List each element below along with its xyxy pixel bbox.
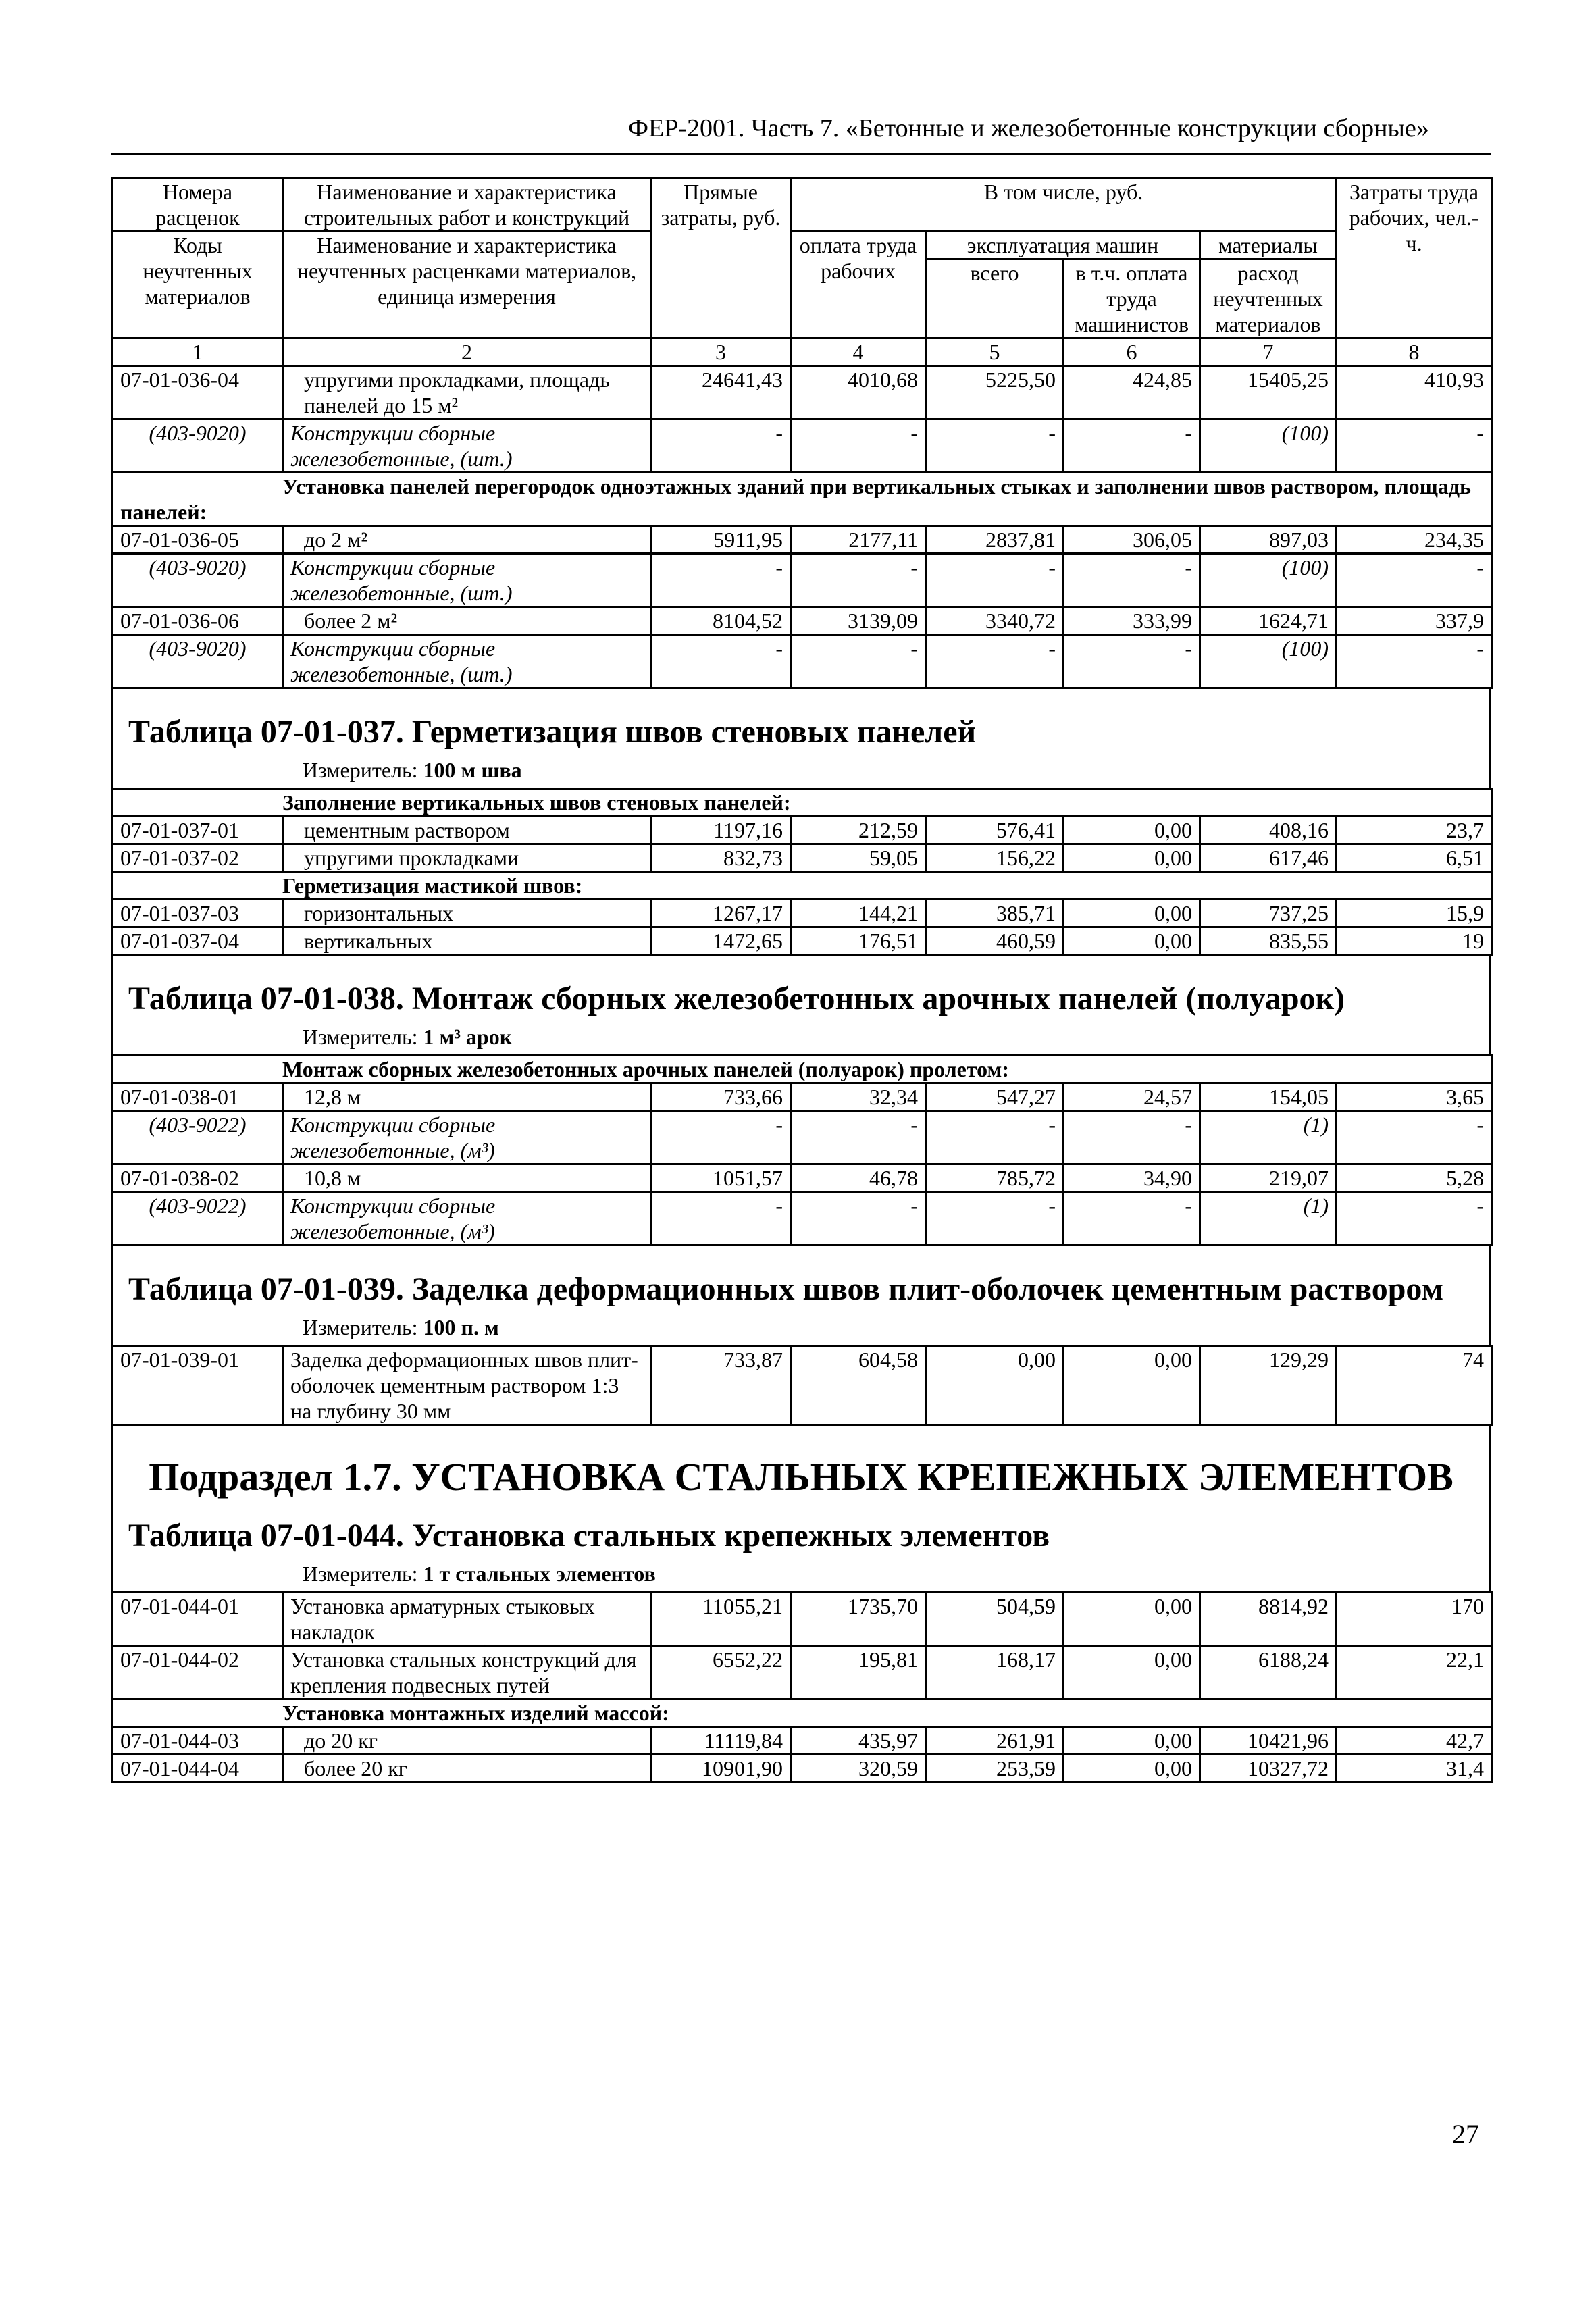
- labor-pay: 4010,68: [791, 366, 926, 419]
- materials: 129,29: [1200, 1346, 1337, 1425]
- machines-total: 156,22: [926, 844, 1064, 872]
- dash: -: [791, 1111, 926, 1164]
- machinist-pay: 424,85: [1064, 366, 1200, 419]
- col1-top-header: Номера расценок: [113, 178, 283, 232]
- colnum-1: 1: [113, 338, 283, 366]
- rate-name: Установка стальных конструкций для крепления подвесных путей: [283, 1646, 651, 1699]
- materials: 737,25: [1200, 900, 1337, 927]
- rate-code: 07-01-044-04: [113, 1755, 283, 1782]
- rate-name: 12,8 м: [283, 1083, 651, 1111]
- material-name: Конструкции сборные железобетонные, (шт.): [283, 554, 651, 607]
- table-meter: [113, 1556, 1489, 1591]
- table-036: [111, 177, 1493, 689]
- machinist-pay: 24,57: [1064, 1083, 1200, 1111]
- rate-code: 07-01-036-05: [113, 526, 283, 554]
- col6-header: в т.ч. оплата труда машинистов: [1064, 259, 1200, 338]
- rate-name: 10,8 м: [283, 1164, 651, 1192]
- materials: 15405,25: [1200, 366, 1337, 419]
- material-row: [113, 554, 1492, 607]
- material-qty: (100): [1200, 419, 1337, 473]
- materials: 154,05: [1200, 1083, 1337, 1111]
- labor-hours: 31,4: [1337, 1755, 1492, 1782]
- table-row: [113, 366, 1492, 419]
- materials: 897,03: [1200, 526, 1337, 554]
- direct-costs: 1472,65: [651, 927, 791, 955]
- material-row: [113, 635, 1492, 688]
- table-meter: [113, 752, 1489, 788]
- machines-total: 576,41: [926, 817, 1064, 844]
- machinist-pay: 306,05: [1064, 526, 1200, 554]
- dash: -: [1337, 635, 1492, 688]
- column-numbers-row: [113, 338, 1492, 366]
- materials: 219,07: [1200, 1164, 1337, 1192]
- dash: -: [1064, 554, 1200, 607]
- labor-hours: 74: [1337, 1346, 1492, 1425]
- material-row: [113, 1111, 1492, 1164]
- rate-name: Установка арматурных стыковых накладок: [283, 1593, 651, 1646]
- labor-hours: 19: [1337, 927, 1492, 955]
- machines-total: 168,17: [926, 1646, 1064, 1699]
- table-header-row-1: [113, 178, 1492, 232]
- rate-code: 07-01-044-01: [113, 1593, 283, 1646]
- direct-costs: 8104,52: [651, 607, 791, 635]
- table-row: [113, 1083, 1492, 1111]
- labor-pay: 320,59: [791, 1755, 926, 1782]
- labor-pay: 2177,11: [791, 526, 926, 554]
- col2-top-header: Наименование и характеристика строительных работ и конструкций: [283, 178, 651, 232]
- table-039: [111, 1345, 1493, 1426]
- machinist-pay: 333,99: [1064, 607, 1200, 635]
- machines-total: 2837,81: [926, 526, 1064, 554]
- section-heading-row: [113, 789, 1492, 817]
- table-row: [113, 1593, 1492, 1646]
- material-name: Конструкции сборные железобетонные, (шт.): [283, 635, 651, 688]
- labor-pay: 604,58: [791, 1346, 926, 1425]
- machines-total: 460,59: [926, 927, 1064, 955]
- table-row: [113, 1646, 1492, 1699]
- labor-hours: 170: [1337, 1593, 1492, 1646]
- colnum-5: 5: [926, 338, 1064, 366]
- direct-costs: 10901,90: [651, 1755, 791, 1782]
- meter-value: 100 п. м: [423, 1315, 499, 1339]
- direct-costs: 5911,95: [651, 526, 791, 554]
- dash: -: [791, 1192, 926, 1245]
- meter-value: 1 т стальных элементов: [423, 1562, 656, 1586]
- machinist-pay: 0,00: [1064, 1727, 1200, 1755]
- colnum-4: 4: [791, 338, 926, 366]
- dash: -: [651, 1192, 791, 1245]
- section-heading-row: [113, 872, 1492, 900]
- dash: -: [1064, 1111, 1200, 1164]
- table-row: [113, 1346, 1492, 1425]
- machinist-pay: 34,90: [1064, 1164, 1200, 1192]
- rate-code: 07-01-044-02: [113, 1646, 283, 1699]
- dash: -: [651, 419, 791, 473]
- table-meter: [113, 1019, 1489, 1054]
- table-row: [113, 1164, 1492, 1192]
- material-code: (403-9020): [113, 635, 283, 688]
- machinist-pay: 0,00: [1064, 1593, 1200, 1646]
- colnum-8: 8: [1337, 338, 1492, 366]
- section-heading-row: [113, 1056, 1492, 1083]
- machinist-pay: 0,00: [1064, 927, 1200, 955]
- subsection-title: Подраздел 1.7. УСТАНОВКА СТАЛЬНЫХ КРЕПЕЖНЫХ ЭЛЕМЕНТОВ: [149, 1455, 1453, 1499]
- rate-code: 07-01-038-01: [113, 1083, 283, 1111]
- machinist-pay: 0,00: [1064, 1755, 1200, 1782]
- table-037: [111, 788, 1493, 956]
- rate-code: 07-01-037-01: [113, 817, 283, 844]
- col8-header: Затраты труда рабочих, чел.-ч.: [1337, 178, 1492, 338]
- labor-hours: 234,35: [1337, 526, 1492, 554]
- material-code: (403-9022): [113, 1192, 283, 1245]
- table-title: Таблица 07-01-037. Герметизация швов стеновых панелей: [128, 714, 977, 750]
- meter-label: Измеритель:: [303, 1315, 418, 1339]
- labor-pay: 32,34: [791, 1083, 926, 1111]
- labor-pay: 435,97: [791, 1727, 926, 1755]
- dash: -: [1337, 1111, 1492, 1164]
- rate-name: Заделка деформационных швов плит-оболочек цементным раствором 1:3 на глубину 30 мм: [283, 1346, 651, 1425]
- materials: 10421,96: [1200, 1727, 1337, 1755]
- meter-value: 1 м³ арок: [423, 1025, 513, 1049]
- direct-costs: 733,66: [651, 1083, 791, 1111]
- rate-name: более 2 м²: [283, 607, 651, 635]
- rate-name: упругими прокладками: [283, 844, 651, 872]
- rate-name: цементным раствором: [283, 817, 651, 844]
- labor-hours: 410,93: [1337, 366, 1492, 419]
- group-header: В том числе, руб.: [791, 178, 1337, 232]
- labor-pay: 195,81: [791, 1646, 926, 1699]
- material-name: Конструкции сборные железобетонные, (м³): [283, 1192, 651, 1245]
- table-038-block: [111, 956, 1491, 1054]
- rate-name: вертикальных: [283, 927, 651, 955]
- materials: 408,16: [1200, 817, 1337, 844]
- machinist-pay: 0,00: [1064, 1646, 1200, 1699]
- table-row: [113, 607, 1492, 635]
- machines-total: 0,00: [926, 1346, 1064, 1425]
- machines-total: 547,27: [926, 1083, 1064, 1111]
- materials: 1624,71: [1200, 607, 1337, 635]
- col3-header: Прямые затраты, руб.: [651, 178, 791, 338]
- rate-code: 07-01-044-03: [113, 1727, 283, 1755]
- dash: -: [926, 554, 1064, 607]
- section-heading: Монтаж сборных железобетонных арочных панелей (полуарок) пролетом:: [113, 1056, 1492, 1083]
- rate-code: 07-01-037-03: [113, 900, 283, 927]
- dash: -: [651, 635, 791, 688]
- direct-costs: 733,87: [651, 1346, 791, 1425]
- material-code: (403-9022): [113, 1111, 283, 1164]
- dash: -: [1337, 554, 1492, 607]
- col2-bottom-header: Наименование и характеристика неучтенных расценками материалов, единица измерения: [283, 232, 651, 338]
- machines-total: 385,71: [926, 900, 1064, 927]
- dash: -: [791, 635, 926, 688]
- material-row: [113, 419, 1492, 473]
- rate-name: до 2 м²: [283, 526, 651, 554]
- materials-header: материалы: [1200, 232, 1337, 259]
- machines-header: эксплуатация машин: [926, 232, 1200, 259]
- col7-header: расход неучтенных материалов: [1200, 259, 1337, 338]
- col1-bottom-header: Коды неучтенных материалов: [113, 232, 283, 338]
- col4-header: оплата труда рабочих: [791, 232, 926, 338]
- dash: -: [926, 635, 1064, 688]
- rate-name: более 20 кг: [283, 1755, 651, 1782]
- labor-hours: 15,9: [1337, 900, 1492, 927]
- dash: -: [791, 419, 926, 473]
- materials: 6188,24: [1200, 1646, 1337, 1699]
- section-heading: Установка панелей перегородок одноэтажных зданий при вертикальных стыках и заполнении швов раствором, площадь панелей:: [113, 473, 1492, 526]
- materials: 10327,72: [1200, 1755, 1337, 1782]
- table-row: [113, 844, 1492, 872]
- section-heading: Заполнение вертикальных швов стеновых панелей:: [113, 789, 1492, 817]
- running-header: ФЕР-2001. Часть 7. «Бетонные и железобетонные конструкции сборные»: [628, 114, 1429, 143]
- header-rule: [111, 153, 1491, 155]
- dash: -: [651, 1111, 791, 1164]
- material-name: Конструкции сборные железобетонные, (м³): [283, 1111, 651, 1164]
- dash: -: [1064, 419, 1200, 473]
- dash: -: [926, 1192, 1064, 1245]
- machines-total: 504,59: [926, 1593, 1064, 1646]
- meter-value: 100 м шва: [423, 758, 522, 782]
- machinist-pay: 0,00: [1064, 817, 1200, 844]
- rate-code: 07-01-036-04: [113, 366, 283, 419]
- machines-total: 5225,50: [926, 366, 1064, 419]
- labor-hours: 5,28: [1337, 1164, 1492, 1192]
- material-qty: (100): [1200, 554, 1337, 607]
- section-heading-row: [113, 1699, 1492, 1727]
- dash: -: [1337, 419, 1492, 473]
- table-title: Таблица 07-01-039. Заделка деформационных швов плит-оболочек цементным раствором: [128, 1271, 1444, 1307]
- table-row: [113, 927, 1492, 955]
- dash: -: [926, 1111, 1064, 1164]
- material-qty: (1): [1200, 1192, 1337, 1245]
- machines-total: 253,59: [926, 1755, 1064, 1782]
- labor-pay: 59,05: [791, 844, 926, 872]
- table-044: [111, 1591, 1493, 1783]
- direct-costs: 24641,43: [651, 366, 791, 419]
- dash: -: [651, 554, 791, 607]
- material-code: (403-9020): [113, 554, 283, 607]
- labor-pay: 3139,09: [791, 607, 926, 635]
- dash: -: [926, 419, 1064, 473]
- rate-name: до 20 кг: [283, 1727, 651, 1755]
- table-meter: [113, 1310, 1489, 1345]
- material-qty: (100): [1200, 635, 1337, 688]
- dash: -: [791, 554, 926, 607]
- machines-total: 3340,72: [926, 607, 1064, 635]
- labor-hours: 23,7: [1337, 817, 1492, 844]
- labor-hours: 337,9: [1337, 607, 1492, 635]
- machinist-pay: 0,00: [1064, 900, 1200, 927]
- machines-total: 261,91: [926, 1727, 1064, 1755]
- direct-costs: 832,73: [651, 844, 791, 872]
- material-row: [113, 1192, 1492, 1245]
- materials: 835,55: [1200, 927, 1337, 955]
- direct-costs: 1267,17: [651, 900, 791, 927]
- labor-hours: 6,51: [1337, 844, 1492, 872]
- table-title: Таблица 07-01-044. Установка стальных крепежных элементов: [128, 1518, 1050, 1553]
- price-table-sheet: [111, 177, 1491, 1783]
- material-name: Конструкции сборные железобетонные, (шт.): [283, 419, 651, 473]
- machinist-pay: 0,00: [1064, 1346, 1200, 1425]
- subsection-block: [111, 1426, 1491, 1591]
- table-039-block: [111, 1246, 1491, 1345]
- colnum-7: 7: [1200, 338, 1337, 366]
- table-row: [113, 900, 1492, 927]
- section-heading: Установка монтажных изделий массой:: [113, 1699, 1492, 1727]
- rate-code: 07-01-038-02: [113, 1164, 283, 1192]
- rate-code: 07-01-037-04: [113, 927, 283, 955]
- direct-costs: 6552,22: [651, 1646, 791, 1699]
- rate-code: 07-01-036-06: [113, 607, 283, 635]
- col5-header: всего: [926, 259, 1064, 338]
- rate-name: упругими прокладками, площадь панелей до 15 м²: [283, 366, 651, 419]
- meter-label: Измеритель:: [303, 1562, 418, 1586]
- colnum-6: 6: [1064, 338, 1200, 366]
- direct-costs: 1197,16: [651, 817, 791, 844]
- material-qty: (1): [1200, 1111, 1337, 1164]
- table-037-block: [111, 689, 1491, 788]
- material-code: (403-9020): [113, 419, 283, 473]
- direct-costs: 11055,21: [651, 1593, 791, 1646]
- dash: -: [1064, 635, 1200, 688]
- labor-pay: 144,21: [791, 900, 926, 927]
- table-row: [113, 526, 1492, 554]
- section-heading: Герметизация мастикой швов:: [113, 872, 1492, 900]
- table-title: Таблица 07-01-038. Монтаж сборных железобетонных арочных панелей (полуарок): [128, 981, 1345, 1017]
- table-row: [113, 1727, 1492, 1755]
- direct-costs: 11119,84: [651, 1727, 791, 1755]
- labor-hours: 3,65: [1337, 1083, 1492, 1111]
- labor-pay: 176,51: [791, 927, 926, 955]
- materials: 617,46: [1200, 844, 1337, 872]
- labor-pay: 1735,70: [791, 1593, 926, 1646]
- section-heading-row: [113, 473, 1492, 526]
- labor-pay: 212,59: [791, 817, 926, 844]
- machines-total: 785,72: [926, 1164, 1064, 1192]
- labor-pay: 46,78: [791, 1164, 926, 1192]
- meter-label: Измеритель:: [303, 758, 418, 782]
- machinist-pay: 0,00: [1064, 844, 1200, 872]
- dash: -: [1337, 1192, 1492, 1245]
- labor-hours: 42,7: [1337, 1727, 1492, 1755]
- colnum-3: 3: [651, 338, 791, 366]
- table-038: [111, 1054, 1493, 1246]
- page-number: 27: [1452, 2119, 1479, 2149]
- rate-name: горизонтальных: [283, 900, 651, 927]
- rate-code: 07-01-037-02: [113, 844, 283, 872]
- labor-hours: 22,1: [1337, 1646, 1492, 1699]
- table-header-row-2: [113, 232, 1492, 259]
- rate-code: 07-01-039-01: [113, 1346, 283, 1425]
- meter-label: Измеритель:: [303, 1025, 418, 1049]
- colnum-2: 2: [283, 338, 651, 366]
- table-row: [113, 817, 1492, 844]
- materials: 8814,92: [1200, 1593, 1337, 1646]
- dash: -: [1064, 1192, 1200, 1245]
- direct-costs: 1051,57: [651, 1164, 791, 1192]
- table-row: [113, 1755, 1492, 1782]
